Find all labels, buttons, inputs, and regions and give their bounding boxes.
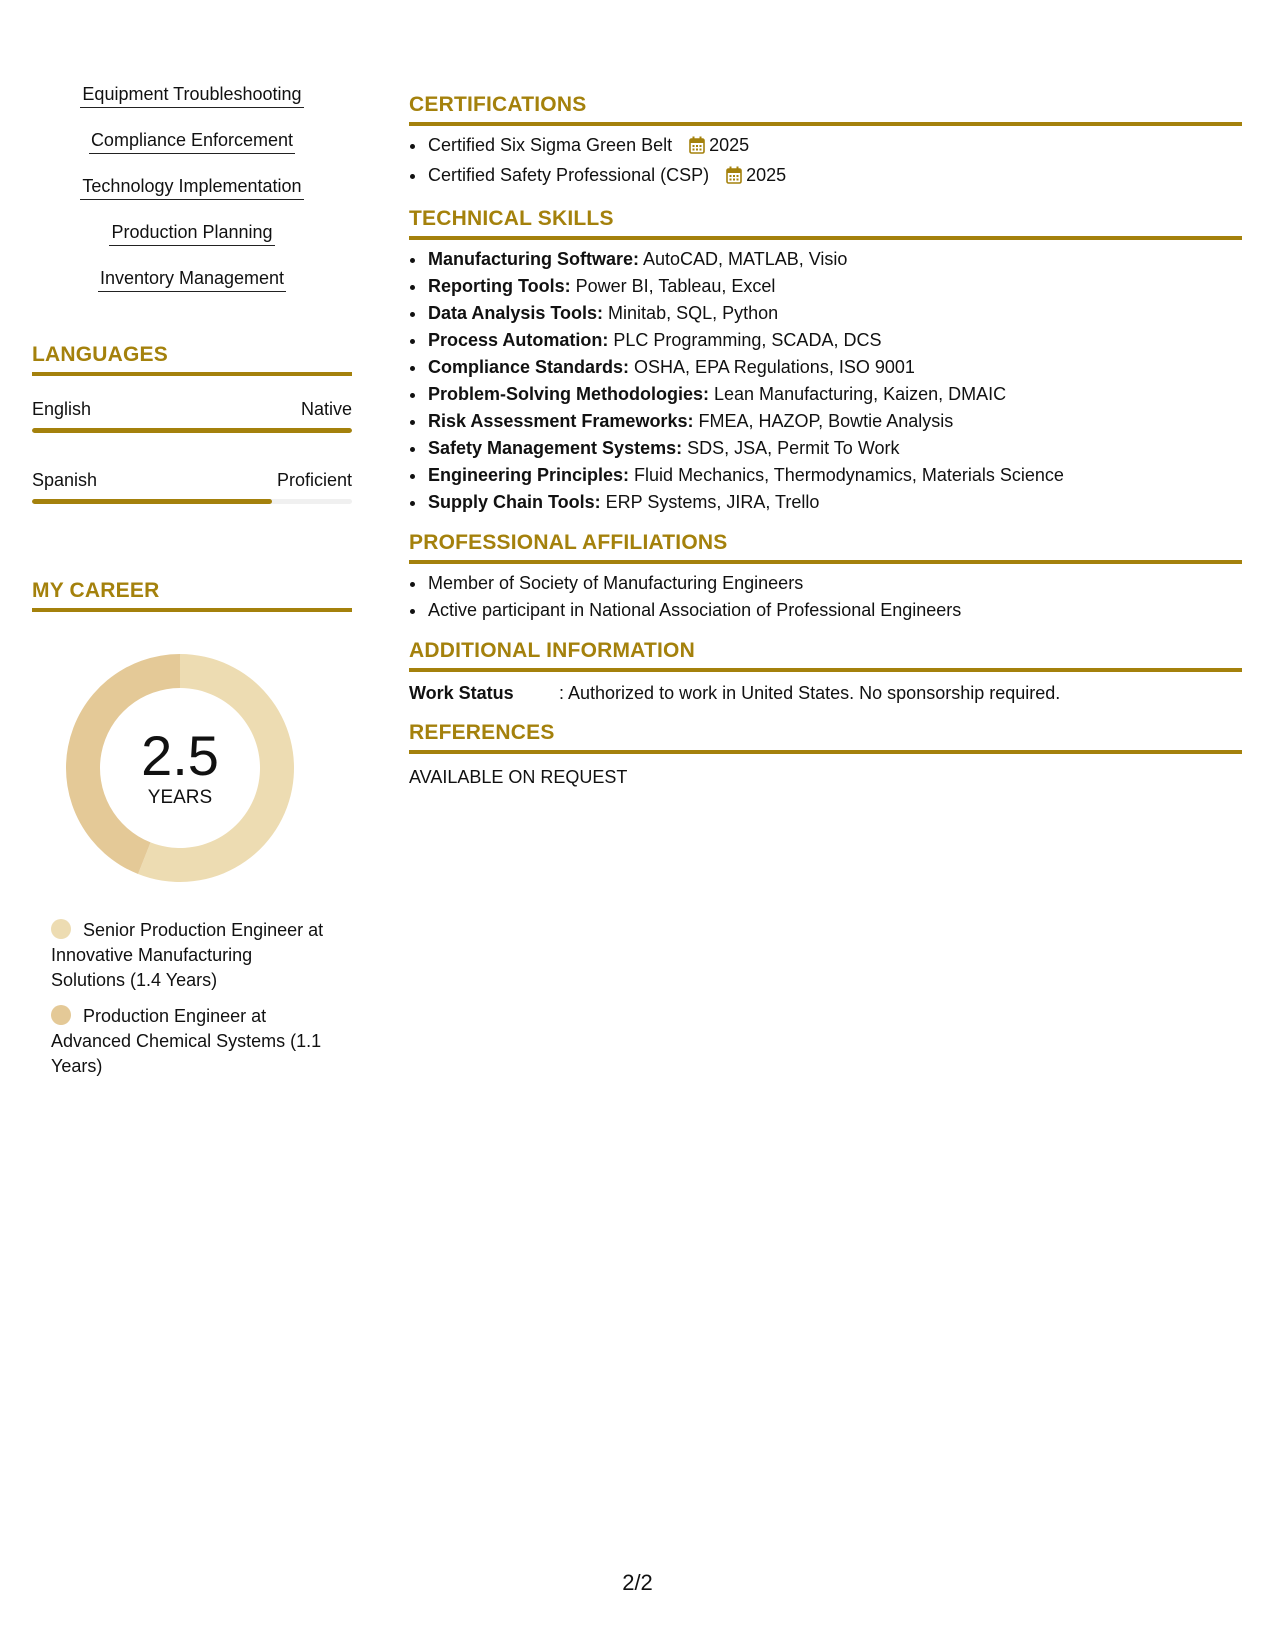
affiliations-list [409, 570, 1242, 624]
language-item [32, 469, 352, 504]
skill-category: Safety Management Systems: [428, 438, 683, 458]
skill-tag: Technology Implementation [80, 174, 303, 200]
skill-tag-list [32, 82, 352, 312]
work-status-value: : Authorized to work in United States. No sponsorship required. [559, 683, 1061, 703]
skill-values: SDS, JSA, Permit To Work [682, 438, 900, 458]
technical-skill-item [427, 435, 1242, 462]
technical-skills-heading: TECHNICAL SKILLS [409, 206, 1242, 240]
career-legend-item [51, 918, 326, 993]
skill-values: FMEA, HAZOP, Bowtie Analysis [693, 411, 954, 431]
certification-item [427, 132, 1242, 162]
career-legend-text: Senior Production Engineer at Innovative Manufacturing Solutions (1.4 Years) [51, 920, 324, 990]
left-column [32, 82, 352, 1090]
technical-skills-section [409, 206, 1242, 516]
affiliations-section [409, 530, 1242, 624]
skill-tag: Compliance Enforcement [89, 128, 295, 154]
calendar-icon [689, 135, 705, 162]
technical-skill-item [427, 354, 1242, 381]
career-heading: MY CAREER [32, 578, 352, 612]
technical-skill-item [427, 408, 1242, 435]
work-status-row [409, 680, 1242, 706]
language-level: Proficient [276, 470, 352, 490]
certification-name: Certified Six Sigma Green Belt [428, 135, 673, 155]
skill-values: Power BI, Tableau, Excel [570, 276, 776, 296]
certification-item [427, 162, 1242, 192]
legend-dot-icon [51, 1005, 71, 1025]
career-legend-item [51, 1004, 326, 1079]
skill-values: Lean Manufacturing, Kaizen, DMAIC [709, 384, 1007, 404]
language-bar-track [32, 499, 352, 504]
page-number: 2/2 [622, 1570, 653, 1595]
skill-category: Process Automation: [428, 330, 609, 350]
calendar-icon [726, 165, 742, 192]
language-name: English [32, 399, 92, 419]
affiliation-item: • Active participant in National Association of Professional Engineers [427, 597, 1242, 624]
skill-values: ERP Systems, JIRA, Trello [600, 492, 820, 512]
career-total-unit: YEARS [147, 787, 213, 808]
technical-skill-item [427, 381, 1242, 408]
skill-category: Compliance Standards: [428, 357, 630, 377]
language-level: Native [300, 399, 352, 419]
skill-tag: Inventory Management [98, 266, 286, 292]
skill-category: Risk Assessment Frameworks: [428, 411, 694, 431]
certification-year: 2025 [709, 135, 750, 155]
skill-values: Minitab, SQL, Python [603, 303, 779, 323]
skill-category: Manufacturing Software: [428, 249, 640, 269]
language-bar-track [32, 428, 352, 433]
skill-values: AutoCAD, MATLAB, Visio [639, 249, 848, 269]
technical-skill-item [427, 462, 1242, 489]
technical-skills-list [409, 246, 1242, 516]
language-item [32, 398, 352, 433]
certifications-section [409, 92, 1242, 192]
language-name: Spanish [32, 470, 98, 490]
affiliation-item: • Member of Society of Manufacturing Engineers [427, 570, 1242, 597]
work-status-label: Work Status [409, 683, 514, 703]
references-text: AVAILABLE ON REQUEST [409, 767, 628, 787]
certification-year: 2025 [746, 165, 787, 185]
technical-skill-item [427, 273, 1242, 300]
career-legend [51, 918, 326, 1079]
skill-category: Reporting Tools: [428, 276, 571, 296]
technical-skill-item [427, 246, 1242, 273]
affiliations-heading: PROFESSIONAL AFFILIATIONS [409, 530, 1242, 564]
certifications-list [409, 132, 1242, 192]
technical-skill-item [427, 300, 1242, 327]
certification-name: Certified Safety Professional (CSP) [428, 165, 710, 185]
career-legend-text: Production Engineer at Advanced Chemical Systems (1.1 Years) [51, 1006, 322, 1076]
language-bar-fill [32, 428, 352, 433]
skill-tag: Equipment Troubleshooting [80, 82, 303, 108]
additional-info-section [409, 638, 1242, 706]
skill-values: Fluid Mechanics, Thermodynamics, Materials Science [629, 465, 1064, 485]
skill-tag: Production Planning [109, 220, 274, 246]
career-total-value: 2.5 [141, 724, 219, 787]
right-column [409, 92, 1242, 804]
skill-category: Data Analysis Tools: [428, 303, 604, 323]
skill-values: OSHA, EPA Regulations, ISO 9001 [629, 357, 915, 377]
language-bar-fill [32, 499, 272, 504]
additional-info-heading: ADDITIONAL INFORMATION [409, 638, 1242, 672]
skill-category: Engineering Principles: [428, 465, 630, 485]
skill-category: Problem-Solving Methodologies: [428, 384, 710, 404]
legend-dot-icon [51, 919, 71, 939]
certifications-heading: CERTIFICATIONS [409, 92, 1242, 126]
career-donut-chart [66, 654, 294, 882]
technical-skill-item [427, 489, 1242, 516]
skill-values: PLC Programming, SCADA, DCS [608, 330, 882, 350]
languages-heading: LANGUAGES [32, 342, 352, 376]
references-heading: REFERENCES [409, 720, 1242, 754]
skill-category: Supply Chain Tools: [428, 492, 601, 512]
references-section [409, 720, 1242, 790]
technical-skill-item [427, 327, 1242, 354]
